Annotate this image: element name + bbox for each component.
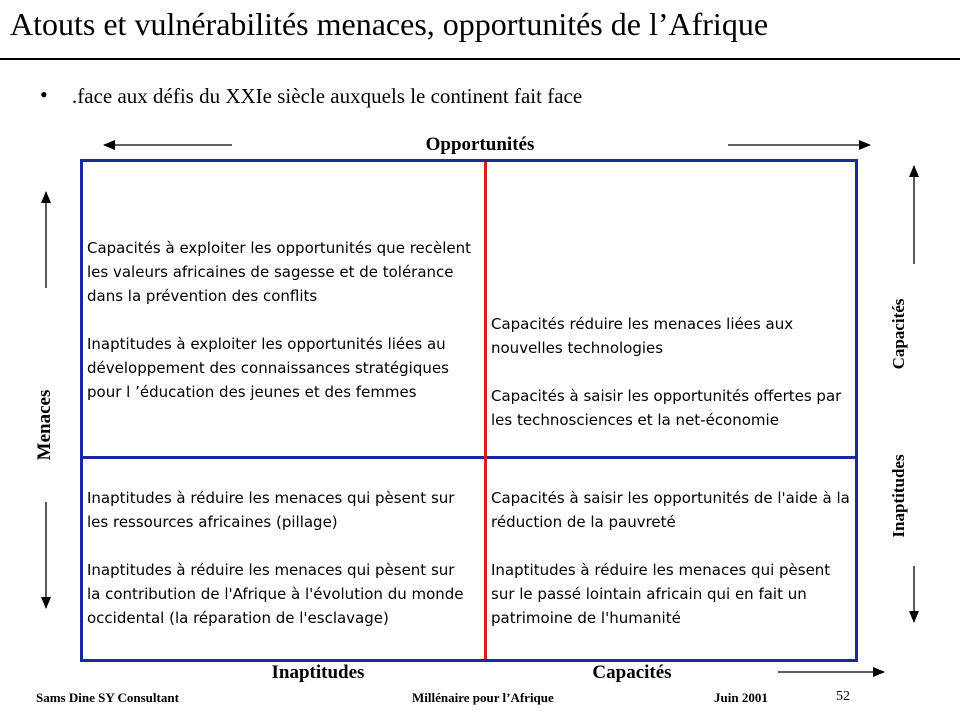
bullet-text: .face aux défis du XXIe siècle auxquels le continent fait face	[72, 84, 583, 108]
axis-label-capacites-bottom: Capacités	[592, 662, 672, 683]
axis-label-menaces: Menaces	[34, 389, 55, 461]
horizontal-divider	[80, 456, 858, 459]
footer-author: Sams Dine SY Consultant	[36, 690, 179, 705]
title-underline	[0, 58, 960, 60]
quadrant-text: Capacités à exploiter les opportunités que recèlent les valeurs africaines de sagesse et de tolérance dans la prévention des conflits	[87, 239, 472, 305]
quadrant-text: Inaptitudes à réduire les menaces qui pèsent sur les ressources africaines (pillage)	[87, 489, 455, 531]
bullet-marker: •	[40, 82, 48, 107]
quadrant-text: Inaptitudes à réduire les menaces qui pèsent sur le passé lointain africain qui en fait un patrimoine de l'humanité	[491, 561, 831, 627]
axis-label-opportunites: Opportunités	[425, 134, 535, 155]
quadrant-bottom-right	[491, 486, 851, 630]
slide-title: Atouts et vulnérabilités menaces, opportunités de l’Afrique	[10, 6, 769, 42]
axis-label-capacites-right: Capacités	[889, 298, 908, 370]
vertical-divider	[484, 162, 487, 659]
quadrant-top-right	[491, 312, 846, 432]
page-number: 52	[836, 689, 850, 704]
quadrant-bottom-left	[87, 486, 472, 630]
quadrant-top-left	[87, 236, 472, 404]
quadrant-text: Capacités à saisir les opportunités offertes par les technosciences et la net-économie	[491, 387, 842, 429]
quadrant-text: Capacités à saisir les opportunités de l'aide à la réduction de la pauvreté	[491, 489, 850, 531]
quadrant-text: Capacités réduire les menaces liées aux nouvelles technologies	[491, 315, 794, 357]
quadrant-text: Inaptitudes à exploiter les opportunités liées au développement des connaissances stratégiques pour l ’éducation des jeunes et des femmes	[87, 335, 449, 401]
quadrant-text: Inaptitudes à réduire les menaces qui pèsent sur la contribution de l'Afrique à l'évolution du monde occidental (la réparation de l'esclavage)	[87, 561, 464, 627]
footer-event: Millénaire pour l’Afrique	[412, 690, 554, 705]
axis-label-inaptitudes-bottom: Inaptitudes	[271, 662, 365, 683]
footer-date: Juin 2001	[714, 690, 768, 705]
axis-label-inaptitudes-right: Inaptitudes	[889, 454, 908, 538]
